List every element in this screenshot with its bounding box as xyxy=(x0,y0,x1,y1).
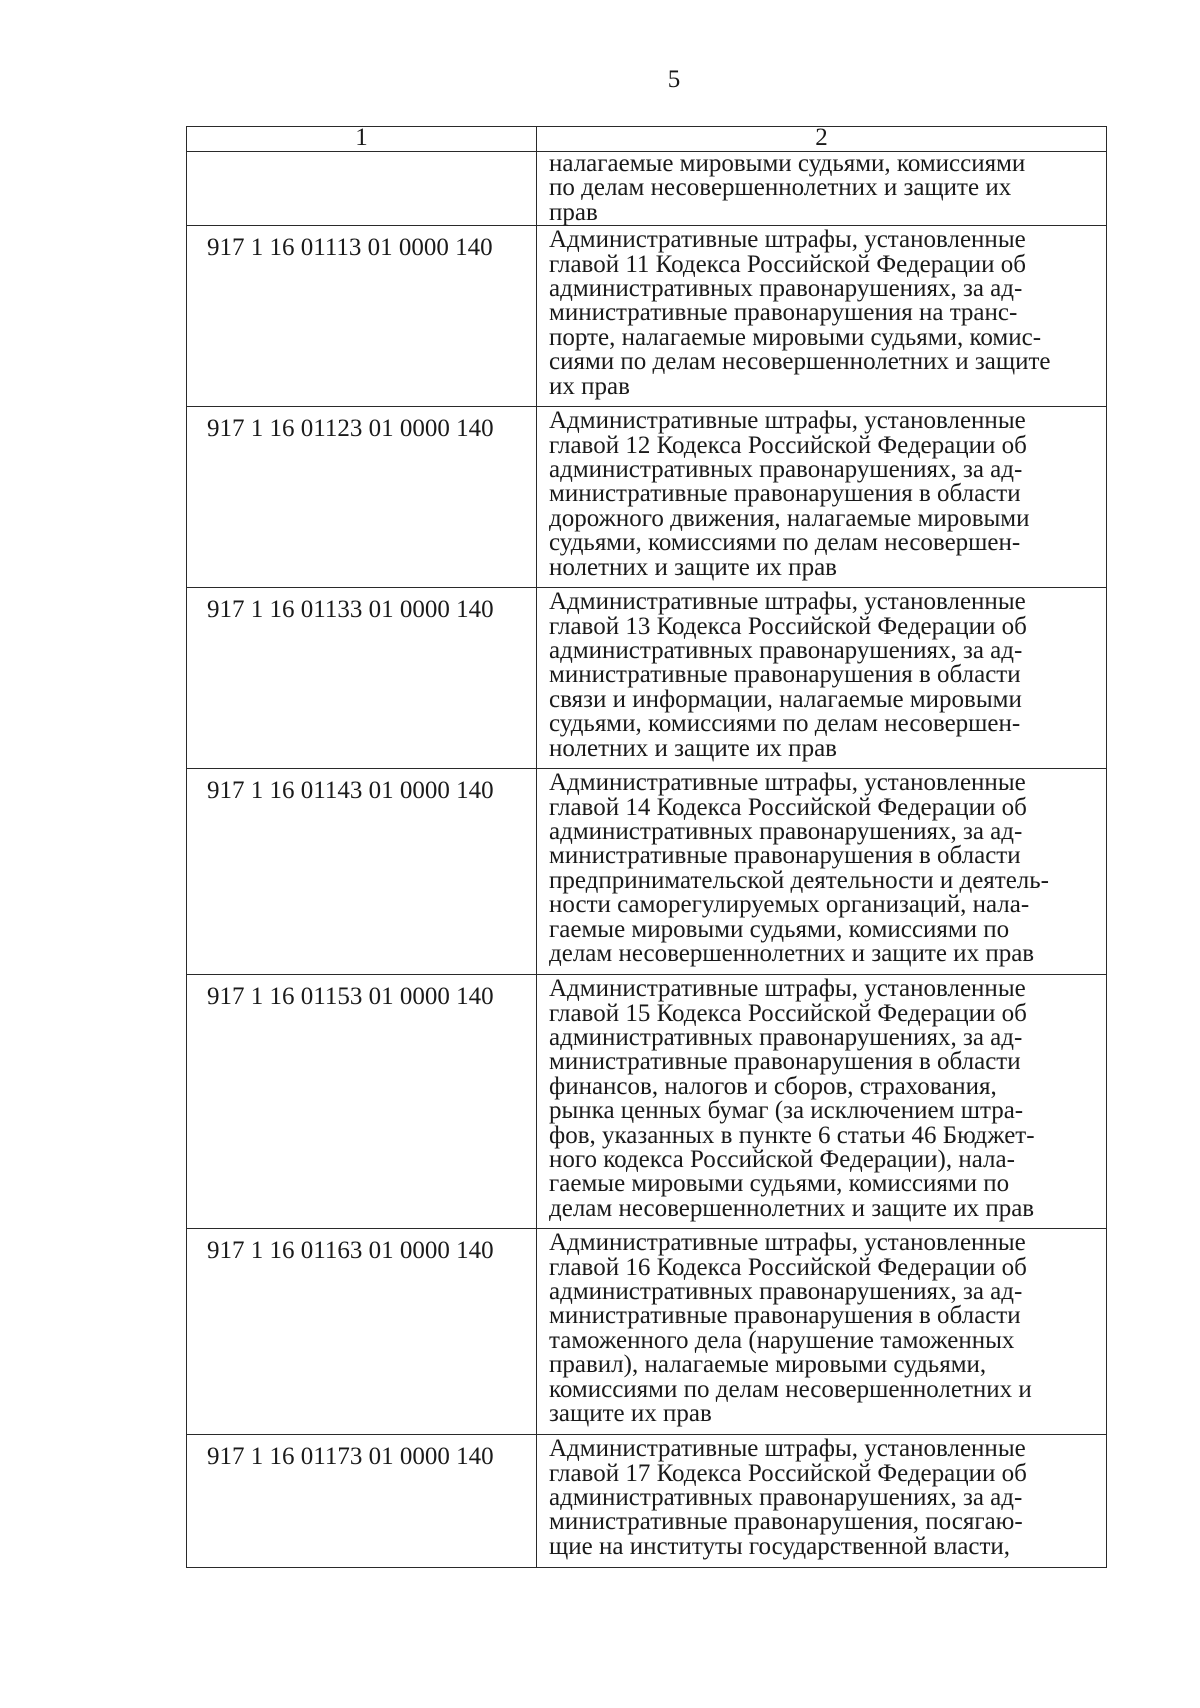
row-description: Административные штрафы, установленные главой 13 Кодекса Российской Федерации об административных правонарушениях, за ад- министративные правонарушения в области связи и информации, налагаемые мировыми судьями, комиссиями по делам несовершен- нолетних и защите их прав xyxy=(537,588,1107,769)
row-code: 917 1 16 01133 01 0000 140 xyxy=(187,588,537,769)
table-row xyxy=(187,407,1107,588)
row-code: 917 1 16 01173 01 0000 140 xyxy=(187,1435,537,1568)
budget-codes-table xyxy=(186,126,1107,1568)
table-row xyxy=(187,769,1107,975)
row-code: 917 1 16 01123 01 0000 140 xyxy=(187,407,537,588)
row-description: налагаемые мировыми судьями, комиссиями по делам несовершеннолетних и защите их прав xyxy=(537,152,1107,226)
column-header-code: 1 xyxy=(187,127,537,152)
row-code: 917 1 16 01113 01 0000 140 xyxy=(187,226,537,407)
row-code: 917 1 16 01143 01 0000 140 xyxy=(187,769,537,975)
table-row xyxy=(187,975,1107,1229)
row-description: Административные штрафы, установленные главой 12 Кодекса Российской Федерации об административных правонарушениях, за ад- министративные правонарушения в области дорожного движения, налагаемые мировыми судьями, комиссиями по делам несовершен- нолетних и защите их прав xyxy=(537,407,1107,588)
page-number: 5 xyxy=(667,66,681,93)
row-description: Административные штрафы, установленные главой 15 Кодекса Российской Федерации об административных правонарушениях, за ад- министративные правонарушения в области финансов, налогов и сборов, страхования, рынка ценных бумаг (за исключением штра- фов, указанных в пункте 6 статьи 46 Бюджет- ного кодекса Российской Федерации), нала- гаемые мировыми судьями, комиссиями по делам несовершеннолетних и защите их прав xyxy=(537,975,1107,1229)
table-row xyxy=(187,226,1107,407)
row-code xyxy=(187,152,537,226)
table-row xyxy=(187,152,1107,226)
row-description: Административные штрафы, установленные главой 16 Кодекса Российской Федерации об административных правонарушениях, за ад- министративные правонарушения в области таможенного дела (нарушение таможенных правил), налагаемые мировыми судьями, комиссиями по делам несовершеннолетних и защите их прав xyxy=(537,1229,1107,1435)
row-description: Административные штрафы, установленные главой 17 Кодекса Российской Федерации об административных правонарушениях, за ад- министративные правонарушения, посягаю- щие на институты государственной власти, xyxy=(537,1435,1107,1568)
row-description: Административные штрафы, установленные главой 14 Кодекса Российской Федерации об административных правонарушениях, за ад- министративные правонарушения в области предпринимательской деятельности и деятель- ности саморегулируемых организаций, нала- гаемые мировыми судьями, комиссиями по делам несовершеннолетних и защите их прав xyxy=(537,769,1107,975)
table-row xyxy=(187,588,1107,769)
row-code: 917 1 16 01153 01 0000 140 xyxy=(187,975,537,1229)
row-code: 917 1 16 01163 01 0000 140 xyxy=(187,1229,537,1435)
table-header-row xyxy=(187,127,1107,152)
column-header-description: 2 xyxy=(537,127,1107,152)
row-description: Административные штрафы, установленные главой 11 Кодекса Российской Федерации об административных правонарушениях, за ад- министративные правонарушения на транс- порте, налагаемые мировыми судьями, комис- сиями по делам несовершеннолетних и защите их прав xyxy=(537,226,1107,407)
table-row xyxy=(187,1229,1107,1435)
table-row xyxy=(187,1435,1107,1568)
